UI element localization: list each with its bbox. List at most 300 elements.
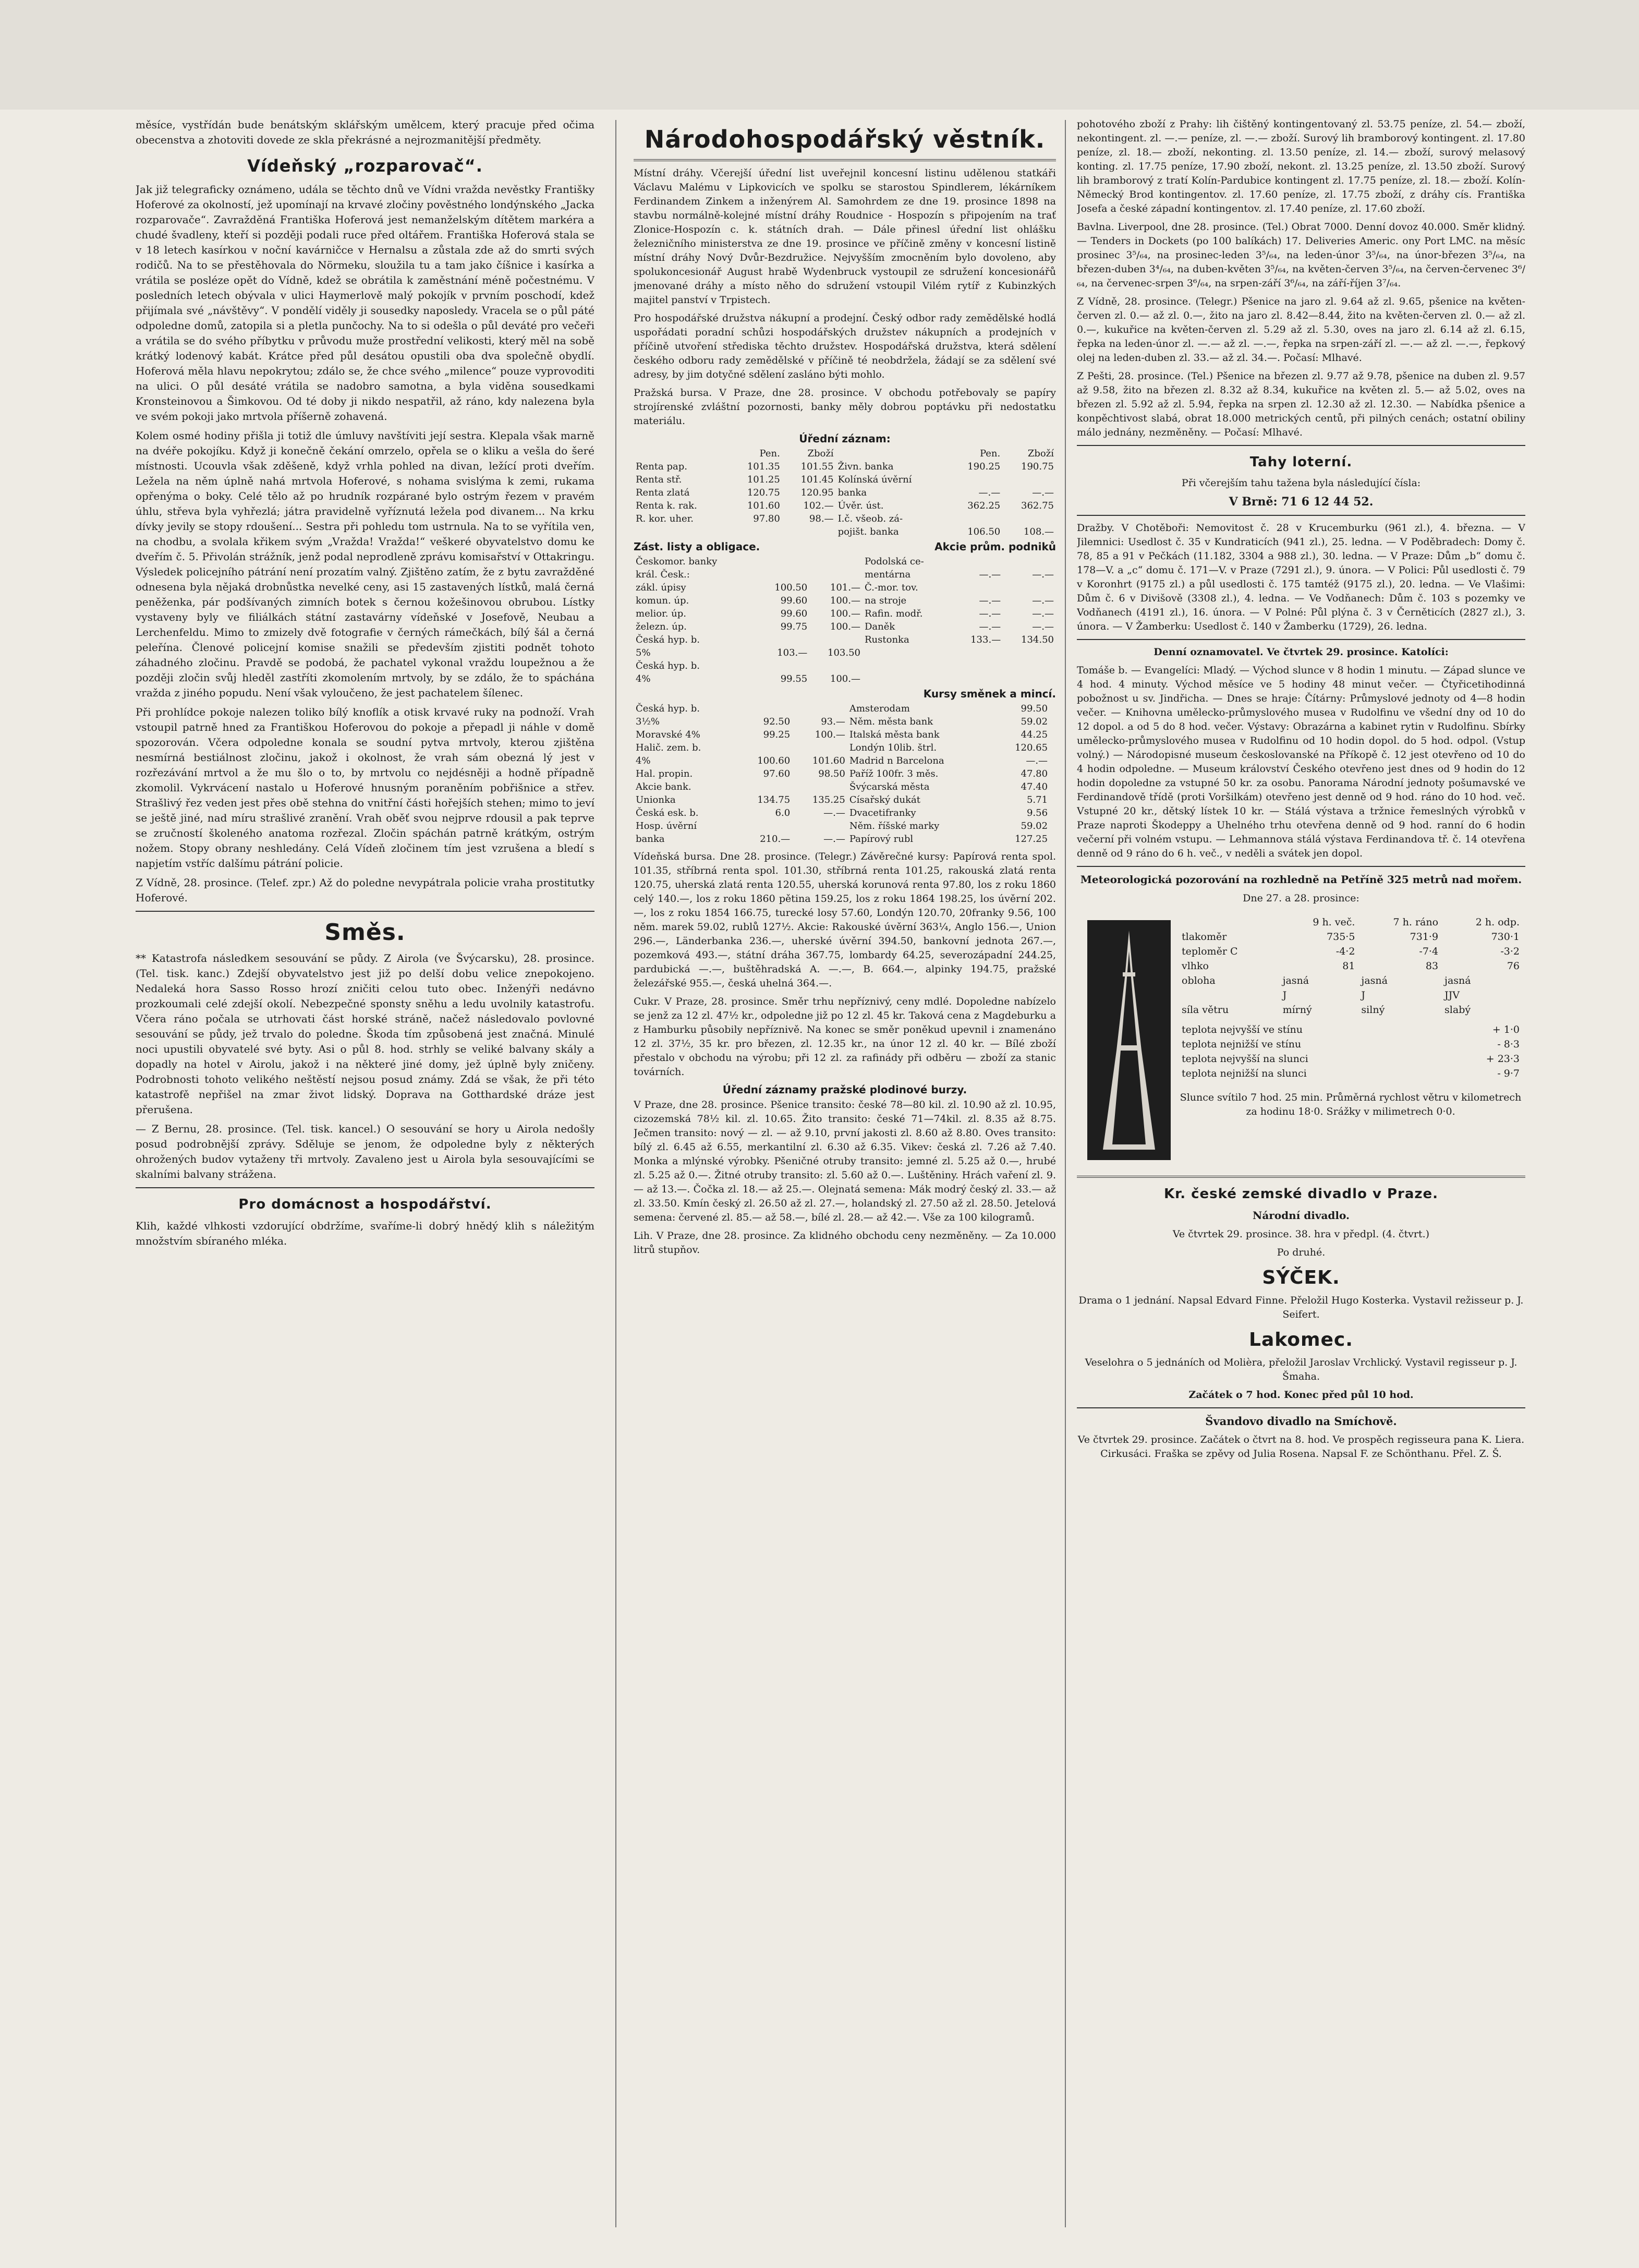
table-cell: 98.— (809, 513, 834, 524)
article-paragraph: Bavlna. Liverpool, dne 28. prosince. (Tel.) Obrat 7000. Denní dovoz 40.000. Směr klidný. — Tenders in Dockets (po 100 balíkách) 17. Deliveries Americ. ony Port LMC. na měsíc prosinec 3⁵/₆₄, na prosinec-leden 3⁵/₆₄, na leden-únor 3⁵/₆₄, na únor-březen 3⁵/₆₄, na březen-duben 3⁴/₆₄, na duben-květen 3⁵/₆₄, na květen-červen 3⁵/₆₄, na červen-červenec 3⁶/₆₄, na červenec-srpen 3⁶/₆₄, na srpen-září 3⁶/₆₄, na září-říjen 3⁷/₆₄. (1077, 221, 1525, 289)
table-cell: 101.60 (747, 500, 780, 511)
table-row (634, 659, 1056, 672)
play-description: Veselohra o 5 jednáních od Molièra, přeložil Jaroslav Vrchlický. Vystavil regisseur p. J. Šmaha. (1085, 1357, 1517, 1382)
table-cell: teploměr C (1182, 946, 1238, 957)
table-cell (1050, 780, 1056, 793)
table-cell (792, 819, 847, 833)
column-rule (615, 120, 616, 2227)
table-cell: J (1361, 990, 1366, 1001)
article-paragraph: ** Katastrofa následkem sesouvání se půdy. Z Airola (ve Švýcarsku), 28. prosince. (Tel. tisk. kanc.) Zdejší obyvatelstvo jest již po delší dobu velice znepokojeno. Nedaleká hora Sasso Rosso hrozí zničiti celou tuto obec. Inženýři nedávno prozkoumali celé zdejší okolí. Nebezpečné sponsty sněhu a ledu uvolnily katastrofu. Včera ráno počala se utrhovati část horské stráně, načež následovalo povlovné sesouvání se půdy, jež trvalo do poledne. Škoda tím způsobená jest značná. Minulé noci upustili obyvatelé své byty. Asi o půl 8. hod. strhly se veliké balvany skály a dopadly na hotel v Airolu, jakož i na některé jiné domy, jež úplně byly zničeny. Podrobnosti tohoto velikého neštěstí nejsou posud známy. Zdá se však, že při této katastrofě nepřišel na zmar život lidský. Doprava na Gotthardské dráze jest přerušena. (136, 952, 594, 1116)
column-middle (634, 117, 1056, 2235)
table-cell: Renta pap. (636, 461, 687, 472)
table-cell: + 1·0 (1492, 1024, 1520, 1035)
table-cell: Podolská ce- (864, 556, 924, 567)
table-cell (953, 659, 1003, 672)
table-subtitle: Zást. listy a obligace. (634, 540, 760, 553)
article-paragraph: Při prohlídce pokoje nalezen toliko bílý knoflík a otisk krvavé ruky na podnoží. Vrah vstoupil patrně hned za Františkou Hoferovou do pokoje a přepadl ji náhle v domě spozorován. Včera odpoledne konala se soudní pytva mrtvoly, kterou zjištěna nesmírná bestiálnost zločinu, jakož i okolnost, že vrah sám obezná lý jest v rozřezávání mrtvol a že mu šlo o to, by mrtvolu co nejdésněji a hodně případně zkomolil. Vykrvácení nastalo u Hoferové hnusným poraněním pobřišnice a střev. Strašlivý řez veden jest přes obě stehna do vnitřní části hořejších stehen; mimo to jeví se ještě jiné, nad míru strašlivé zranění. Vrah oběť svou nejprve rdousil a pak teprve se zručností školeného anatoma rozřezal. Zločin spáchán patrně krátkým, ostrým nožem. Stopy obrany neshledány. Celá Vídeň zločinem tím jest vzrušena a bledí s napjetím vstříc dalšímu pátrání policie. (136, 706, 594, 870)
table-cell: - 9·7 (1497, 1068, 1520, 1079)
table-row (634, 806, 1056, 819)
table-row (634, 741, 1056, 754)
table-cell (1050, 741, 1056, 754)
table-cell: 99.50 (1021, 703, 1048, 714)
table-cell: 97.80 (753, 513, 780, 524)
table-row (634, 646, 1056, 659)
table-row (634, 499, 1056, 512)
table-cell: Dvacetifranky (849, 807, 916, 818)
table-cell (949, 473, 1002, 486)
table-cell: JJV (1444, 990, 1460, 1001)
table-cell (1003, 672, 1056, 685)
table-cell (1003, 659, 1056, 672)
article-paragraph: Místní dráhy. Včerejší úřední list uveřejnil koncesní listinu udělenou statkáři Václavu Malému v Lipkovicích ve spolku se starostou Spindlerem, lékárníkem Ferdinandem Zinkem a inženýrem Al. Samohrdem ze dne 19. prosince 1898 na stavbu normálně-kolejné místní dráhy Roudnice - Hospozín s připojením na trať Zlonice-Hospozín c. k. státních drah. — Dále přinesl úřední list ohlášku železničního ministerstva ze dne 19. prosince ve příčině změny v koncesní listině místní dráhy Nový Dvůr-Bezdružice. Nejvyšším zmocněním bylo dovoleno, aby spolukoncesionář August hrabě Wydenbruck vystoupil ze sdružení koncesionářů jmenované dráhy a místo něho do sdružení vstoupil Vilém rytíř z Kubinzkých majitel panství v Trpistech. (634, 167, 1056, 306)
table-cell (1050, 819, 1056, 833)
table-cell: 100.60 (757, 755, 791, 766)
meteo-block (1077, 910, 1525, 1171)
table-cell (953, 646, 1003, 659)
table-cell: Česká hyp. b. (636, 703, 700, 714)
article-paragraph: Pro hospodářské družstva nákupní a prodejní. Český odbor rady zemědělské hodlá uspořádati poradní schůzi hospodářských družstev nákupních a prodejních v příčině utvoření střediska těchto družstev. Hospodářská družstva, která sdělení českého odboru rady zemědělské v příčině té neobdržela, žádají se za sdělení své adresy, by jim dotyčné sdělení zasláno býti mohlo. (634, 312, 1056, 380)
table-header-cell (1179, 915, 1280, 930)
daily-title: Denní oznamovatel. Ve čtvrtek 29. prosince. Katolíci: (1154, 646, 1449, 658)
table-cell: teplota nejnižší na slunci (1182, 1068, 1307, 1079)
table-cell: - 8·3 (1497, 1039, 1520, 1050)
table-cell: 100.— (815, 729, 845, 740)
article-paragraph: V Praze, dne 28. prosince. Pšenice transito: české 78—80 kil. zl. 10.90 až zl. 10.95, cizozemská 78½ kil. zl. 10.65. Žito transito: české 71—74kil. zl. 8.35 až 8.75. Ječmen transito: nový — zl. — až 9.10, první jakosti zl. 8.60 až 8.80. Oves transito: bílý zl. 6.45 až 6.55, merkantilní zl. 6.30 až 6.35. Vikev: česká zl. 7.26 až 7.40. Monka a mlýnské výrobky. Pšeničné otruby transito: jemné zl. 5.25 až 0.—, hrubé zl. 5.25 až 0.—. Žitné otruby transito: zl. 5.60 až 0.—. Luštěniny. Hrách vaření zl. 9.— až 13.—. Čočka zl. 18.— až 25.—. Olejnatá semena: Mák modrý český zl. 33.— až zl. 33.50. Kmín český zl. 26.50 až zl. 27.—, holandský zl. 27.50 až zl. 28.50. Jetelová semena: červené zl. 85.— až 58.—, bílé zl. 28.— až 42.—. Vše za 100 kilogramů. (634, 1099, 1056, 1223)
meteo-table (1179, 915, 1523, 1129)
table-subtitle: Kursy směnek a mincí. (923, 687, 1056, 700)
table-cell: mentárna (864, 569, 911, 580)
table-cell: Živn. banka (837, 461, 894, 472)
subheadings-row (634, 538, 1056, 555)
table-cell: —.— (1032, 569, 1054, 580)
exchange-table (634, 702, 1056, 846)
play-description: Drama o 1 jednání. Napsal Edvard Finne. Přeložil Hugo Kosterka. Vystavil režisseur p. J. Seifert. (1078, 1295, 1524, 1320)
table-cell: 4% (636, 673, 651, 684)
table-cell (1050, 767, 1056, 780)
table-cell (737, 819, 793, 833)
theatre-title: Kr. české zemské divadlo v Praze. (1163, 1186, 1439, 1202)
table-cell (737, 702, 793, 715)
article-paragraph: pohotového zboží z Prahy: lih čištěný kontingentovaný zl. 53.75 peníze, zl. 54.— zboží, nekontingent. zl. —.— peníze, zl. —.— zboží. Surový lih bramborový kontingent. zl. 17.80 peníze, zl. 18.— zboží, nekonting. zl. 13.50 peníze, zl. 14.— zboží, surový melasový konting. zl. 17.75 peníze, 17.90 zboží, nekont. zl. 13.25 peníze, zl. 13.50 zboží. Surový lih bramborový z tratí Kolín-Pardubice kontingent zl. 17.75 peníze, zl. 18.— zboží. Kolín-Německý Brod kontingentov. zl. 17.60 peníze, zl. 17.75 zboží, z dráhy cís. Františka Josefa a české západní kontingentov. zl. 17.40 peníze, zl. 17.60 zboží. (1077, 118, 1525, 214)
table-cell: 97.60 (763, 768, 791, 779)
table-cell: banka (636, 834, 665, 845)
table-cell: I.č. všeob. zá- (837, 513, 903, 524)
table-cell: 47.40 (1021, 781, 1048, 792)
table-cell (1050, 793, 1056, 806)
table-header-cell: 9 h. več. (1313, 916, 1355, 928)
table-cell (757, 633, 810, 646)
table-cell: Halič. zem. b. (636, 742, 701, 753)
table-cell: 101.25 (747, 474, 780, 485)
table-cell: 100.50 (774, 582, 808, 593)
table-header-cell (634, 447, 729, 460)
table-cell (1050, 806, 1056, 819)
table-cell: 101.55 (800, 461, 834, 472)
table-cell (1179, 988, 1280, 1003)
meteo-row (1179, 1037, 1523, 1052)
table-cell (1050, 754, 1056, 767)
table-cell: 99.60 (780, 608, 808, 619)
separator (1077, 445, 1525, 446)
table-cell: 3½% (636, 716, 660, 727)
table-cell (757, 568, 810, 581)
meteo-row (1179, 1066, 1523, 1081)
article-paragraph: Jak již telegraficky oznámeno, udála se těchto dnů ve Vídni vražda nevěstky Františky Hoferové za okolností, jež upomínají na krvavé zločiny pověstného londýnského „Jacka rozparovače“. Zavražděná Františka Hoferová jest nemanželským dítětem markéra a chudé švadleny, kteří si později podali ruce před oltářem. Františka Hoferová stala se v 18 letech kasírkou v noční kavárničce v Hernalsu a zůstala zde až do smrti svých rodičů. Na to se přestěhovala do Nörmeku, sloužila tu a tam jako číšnice i kasírka a vrátila se posléze opět do Vídně, kdež se obrátila k zaměstnání méně počestnému. V posledních letech obývala v ulici Haymerlově malý pokojík v prvním poschodí, kdež přijímala své „návštěvy“. V pondělí viděly ji sousedky naposledy. Vracela se o půl páté odpoledne domů, zatopila si a pletla punčochy. Na to si odešla o půl deváté pro večeři a vrátila se do svého příbytku v průvodu muže prostřední velikosti, který měl na sobě krátký lodenový kabát. Krátce před půl desátou opustili oba dva společně obydlí. Hoferová měla hlavu nepokrytou; zdálo se, že chce svého „milence“ pouze vyprovoditi na ulici. O půl desáté vrátila se nadobro samotna, a byla viděna sousedkami Kronsteinovou a Šimkovou. Od té doby ji nikdo nespatřil, až ráno, kdy nalezena byla ve svém pokoji jako mrtvola příšerně zohavená. (136, 183, 594, 423)
separator (1077, 639, 1525, 640)
table-cell: Daněk (864, 621, 895, 632)
table-cell: 59.02 (1021, 716, 1048, 727)
table-cell: teplota nejvyšší ve stínu (1182, 1024, 1303, 1035)
separator (136, 911, 594, 912)
table-cell (863, 646, 954, 659)
table-cell: 190.75 (1021, 461, 1054, 472)
table-cell: 120.75 (747, 487, 780, 498)
table-cell (1002, 473, 1056, 486)
table-header-cell: 2 h. odp. (1475, 916, 1520, 928)
article-paragraph: Dražby. V Chotěboři: Nemovitost č. 28 v Krucemburku (961 zl.), 4. března. — V Jilemnici: Usedlost č. 35 v Kundraticích (941 zl.), 25. ledna. — V Poděbradech: Domy č. 78, 85 a 91 v Pečkách (11.182, 3304 a 988 zl.), 30. ledna. — V Praze: Dům „b“ domu č. 178—V. a „c“ domu č. 171—V. v Praze (7291 zl.), 9. února. — V Polici: Půl usedlosti č. 79 v Koronhrt (9175 zl.) a půl usedlosti č. 175 tamtéž (9175 zl.), 20. ledna. — Ve Vlašimi: Dům č. 6 v Divišově (3308 zl.), 4. ledna. — Ve Vodňanech: Dům č. 103 s pozemky ve Vodňanech (4191 zl.), 16. února. — V Polné: Půl plýna č. 3 v Černěticích (2827 zl.), 3. února. — V Žamberku: Usedlost č. 140 v Žamberku (1729), 26. ledna. (1077, 522, 1525, 632)
table-header-cell: Zboží (807, 448, 834, 459)
play-title: Lakomec. (1249, 1329, 1353, 1350)
table-cell: 101.45 (800, 474, 834, 485)
table-cell: Renta stř. (636, 474, 682, 485)
table-cell: Č.-mor. tov. (864, 582, 918, 593)
table-row (634, 460, 1056, 473)
separator (1077, 1407, 1525, 1408)
table-cell (1050, 715, 1056, 728)
table-cell (792, 741, 847, 754)
table-cell: 100.— (830, 673, 860, 684)
table-cell: jasná (1282, 975, 1309, 986)
table-cell (953, 555, 1003, 568)
table-cell (634, 525, 729, 538)
separator (1077, 1176, 1525, 1178)
table-cell: Něm. města bank (849, 716, 933, 727)
table-cell: komun. úp. (636, 595, 689, 606)
table-row (634, 473, 1056, 486)
smes-title: Směs. (324, 919, 406, 946)
table-cell: Rustonka (864, 634, 909, 645)
table-cell (809, 633, 863, 646)
article-paragraph: — Z Bernu, 28. prosince. (Tel. tisk. kancel.) O sesouvání se hory u Airola nedošly posud podrobnější zprávy. Sděluje se jenom, že odpoledne byly z některých ohrožených budov vytaženy tři mrtvoly. Zavaleno jest u Airola byla sesouvajícími se skalními balvany strážena. (136, 1123, 594, 1180)
table-cell: Madrid n Barcelona (849, 755, 944, 766)
table-cell: 362.25 (967, 500, 1001, 511)
bonds-table (634, 555, 1056, 685)
table-header-cell: Pen. (979, 448, 1001, 459)
table-cell (757, 659, 810, 672)
table-cell: Česká hyp. b. (636, 660, 700, 671)
table-row (634, 715, 1056, 728)
table-cell: Hosp. úvěrní (636, 821, 697, 831)
table-row (634, 702, 1056, 715)
theatre-first: Po druhé. (1277, 1247, 1326, 1258)
table-cell: na stroje (864, 595, 907, 606)
table-cell: 120.95 (800, 487, 834, 498)
table-cell (949, 512, 1002, 525)
table-cell: jasná (1361, 975, 1388, 986)
table-row (634, 819, 1056, 833)
table-cell: Rafin. modř. (864, 608, 923, 619)
table-cell: 135.25 (812, 794, 845, 805)
article-paragraph: Cukr. V Praze, 28. prosince. Směr trhu nepříznivý, ceny mdlé. Dopoledne nabízelo se jenž za 12 zl. 47½ kr., odpoledne již po 12 zl. 45 kr. Taková cena z Magdeburku a z Hamburku působily nepříznivě. Na konec se směr poněkud upevnil i znamenáno 12 zl. 37½, 35 kr. pro březen, zl. 12.35 kr., na únor 12 zl. 40 kr. — Bílé zboží přestalo v obchodu na výrobu; při 12 zl. za rafinády při odběru — zboží za stanic továrních. (634, 996, 1056, 1078)
table-cell (863, 659, 954, 672)
table-cell: 100.— (830, 595, 860, 606)
table-cell: —.— (1026, 755, 1048, 766)
column-left (136, 117, 594, 2235)
table-cell: 103.— (777, 647, 808, 658)
table-cell: 98.50 (818, 768, 845, 779)
table-cell: 133.— (970, 634, 1001, 645)
grain-title: Úřední záznamy pražské plodinové burzy. (722, 1083, 967, 1096)
table-cell (1050, 702, 1056, 715)
article-paragraph: Kolem osmé hodiny přišla ji totiž dle úmluvy navštíviti její sestra. Klepala však marně na dvéře pokojíku. Když ji konečně čekání omrzelo, opřela se o kliku a vešla do šeré místnosti. Ucouvla však zděšeně, když vrhla pohled na divan, ležící proti dveřím. Ležela na něm úplně nahá mrtvola Hoferové, s nohama svislýma k zemi, rukama opřenýma o boky. Celé tělo až po hrudník rozpárané bylo ostrým řezem v pravém úhlu, střeva byla vyhřezlá; játra pravidelně vyříznutá ležela pod divanem... Na krku dívky jevily se stopy rdoušení... Sestra při pohledu tom ustrnula. Na to se vyřítila ven, na chodbu, a svolala křikem svým „Vražda! Vražda!“ veškeré obyvatelstvo domu ke dveřím č. 5. Přivolán strážník, jenž podal neprodleně zprávu komisařství v Ottakringu. Výsledek policejního pátrání není prozatím valný. Zjištěno zatím, že z bytu zavražděné odnesena byla nějaká drobnůstka nevelké ceny, asi 15 zastavených lístků, malá černá peněženka, pár podšívaných zimních botek s černou kožešinovou obrubou. Lístky vystaveny byly ve filiálkách státní zastavárny vídeňské v Josefově, Neubau a Lerchenfeldu. Mimo to zmizely dvě fotografie v černých rámečkách, bílý šál a černá peleřína. Členové policejní komise snažili se především zjistiti podnět tohoto záhadného zločinu. Pravdě se podobá, že pachatel vykonal vraždu loupežnou a že později zločin svůj hleděl zastříti zkomolením mrtvoly, by se zdálo, že to spáchána vražda z jiného popudu. Není však vyloučeno, že jest pachatelem šílenec. (136, 429, 594, 699)
table-header-cell: Zboží (1027, 448, 1054, 459)
theatre-date: Ve čtvrtek 29. prosince. 38. hra v předpl. (4. čtvrt.) (1172, 1228, 1430, 1240)
table-cell (1003, 581, 1056, 594)
table-cell: 5.71 (1026, 794, 1048, 805)
table-cell: + 23·3 (1486, 1053, 1520, 1065)
table-cell: teplota nejnižší ve stínu (1182, 1039, 1302, 1050)
table-header-cell: Pen. (759, 448, 780, 459)
table-cell: 731·9 (1410, 931, 1439, 943)
table-cell: 210.— (760, 834, 791, 845)
table-cell: 44.25 (1021, 729, 1048, 740)
table-cell: král. Česk.: (636, 569, 690, 580)
table-header-cell (836, 447, 949, 460)
table-cell: Česká hyp. b. (636, 634, 700, 645)
meteo-row (1179, 959, 1523, 973)
table-cell: 730·1 (1491, 931, 1520, 943)
article-paragraph: Tomáše b. — Evangelíci: Mladý. — Východ slunce v 8 hodin 1 minutu. — Západ slunce ve 4 hod. 4 minuty. Východ měsíce ve 5 hodiny 48 minut večer. — Čtyřicetihodinná pobožnost u sv. Jindřicha. — Dnes se hraje: Čítárny: Průmyslové jednoty od 4—8 hodin večer. — Knihovna umělecko-průmyslového musea v Rudolfinu ve všední dny od 10 do 12 dopol. a od 5 do 8 hod. večer. Výstavy: Obrazárna a kabinet rytin v Rudolfinu. Sbírky umělecko-průmyslového musea v Rudolfinu od 10 hodin dopol. do 5 hod. odpol. (Vstup volný.) — Národopisné museum českoslovanské na Příkopě č. 12 jest otevřeno od 10 do 4 hodin odpoledne. — Museum království Českého otevřeno jest dnes od 9 hodin do 12 hodin dopoledne za vstupné 50 kr. za osobu. Panorama Národní jednoty pošumavské ve Ferdinandově třídě (proti Voršilkám) otevřeno jest denně od 9 hod. ráno do 10 hod. več. Vstupné 20 kr., dětský lístek 10 kr. — Stálá výstava a tržnice řemeslných výrobků v Praze naproti Škodeppy a Uhelného trhu otevřena denně od 9 hod. ranní do 6 hodin večerní při volném vstupu. — Lehmannova stálá výstava Ferdinandova tř. č. 14 otevřena denně od 9 ráno do 6 h. več., v neděli a svátek jen dopol. (1077, 665, 1525, 859)
table-row (634, 581, 1056, 594)
table-cell: 101.— (830, 582, 860, 593)
bourse-table (634, 447, 1056, 538)
table-cell (809, 568, 863, 581)
table-cell: 103.50 (828, 647, 860, 658)
article-paragraph: Lih. V Praze, dne 28. prosince. Za klidného obchodu ceny nezměněny. — Za 10.000 litrů stupňov. (634, 1230, 1056, 1256)
table-cell: 93.— (821, 716, 845, 727)
meteo-row (1179, 1022, 1523, 1037)
table-cell: —.— (823, 834, 845, 845)
table-cell: 76 (1507, 960, 1520, 972)
table-cell: obloha (1182, 975, 1216, 986)
table-cell: —.— (823, 807, 845, 818)
table-cell: Císařský dukát (849, 794, 920, 805)
table-cell: 362.75 (1021, 500, 1054, 511)
table-cell: teplota nejvyšší na slunci (1182, 1053, 1308, 1065)
smichov-text: Ve čtvrtek 29. prosince. Začátek o čtvrt na 8. hod. Ve prospěch regisseura pana K. Liera. Cirkusáci. Fraška se zpěvy od Julia Rosena. Napsal F. ze Schönthanu. Přel. Z. Š. (1077, 1434, 1525, 1459)
table-cell: Unionka (636, 794, 676, 805)
table-cell (757, 555, 810, 568)
table-cell: 83 (1425, 960, 1439, 972)
table-cell (792, 702, 847, 715)
table-row (634, 486, 1056, 499)
article-paragraph: Z Vídně, 28. prosince. (Telef. zpr.) Až do poledne nevypátrala policie vraha prostitutky Hoferové. (136, 876, 594, 904)
table-cell: -3·2 (1500, 946, 1520, 957)
table-cell: silný (1361, 1004, 1385, 1016)
table-cell: 99.25 (763, 729, 791, 740)
meteo-row (1179, 944, 1523, 959)
table-row (634, 555, 1056, 568)
table-title: Úřední záznam: (799, 432, 891, 445)
intro-paragraph: měsíce, vystřídán bude benátským sklářským umělcem, který pracuje před očima obecenstva a zhotoviti dovede ze skla překrásné a nejrozmanitější předměty. (136, 118, 594, 146)
table-row (634, 512, 1056, 525)
table-cell (953, 581, 1003, 594)
table-row (634, 793, 1056, 806)
table-cell: Kolínská úvěrní (837, 474, 912, 485)
column-rule (1065, 120, 1066, 2227)
table-cell: J (1282, 990, 1287, 1001)
table-cell (729, 525, 782, 538)
meteo-note: Slunce svítilo 7 hod. 25 min. Průměrná rychlost větru v kilometrech za hodinu 18·0. Srážky v milimetrech 0·0. (1180, 1092, 1522, 1117)
table-cell: 127.25 (1015, 834, 1048, 845)
table-cell: 81 (1342, 960, 1355, 972)
table-cell: 101.60 (812, 755, 845, 766)
table-cell: slabý (1444, 1004, 1471, 1016)
table-cell (953, 672, 1003, 685)
column-right (1077, 117, 1525, 2235)
lottery-title: Tahy loterní. (1249, 454, 1353, 470)
separator (1077, 866, 1525, 867)
table-cell: zákl. úpisy (636, 582, 686, 593)
article-paragraph: Z Vídně, 28. prosince. (Telegr.) Pšenice na jaro zl. 9.64 až zl. 9.65, pšenice na květen-červen zl. 0.— až zl. 0.—, žito na jaro zl. 8.42—8.44, žito na květen-červen zl. 0.— až zl. 0.—, kukuřice na květen-červen zl. 5.29 až zl. 5.30, oves na jaro zl. 6.14 až zl. 6.15, řepka na leden-únor zl. —.— až zl. —.—, řepka na srpen-září zl. —.— až zl. —.—, řepkový olej na leden-duben zl. 33.— až zl. 34.—. Počasí: Mlhavé. (1077, 296, 1525, 364)
table-cell (1002, 512, 1056, 525)
table-cell: 134.75 (757, 794, 791, 805)
play-title: SÝČEK. (1262, 1267, 1340, 1288)
table-cell: melior. úp. (636, 608, 686, 619)
table-cell: —.— (1032, 595, 1054, 606)
table-cell: vlhko (1182, 960, 1209, 972)
table-cell: 101.35 (747, 461, 780, 472)
table-cell (809, 659, 863, 672)
meteo-row (1179, 973, 1523, 988)
table-row (634, 607, 1056, 620)
table-cell: —.— (979, 595, 1001, 606)
table-cell: 9.56 (1026, 807, 1048, 818)
separator (634, 159, 1056, 161)
table-cell: —.— (979, 621, 1001, 632)
separator (1077, 515, 1525, 516)
table-header-row (634, 447, 1056, 460)
table-cell: Renta zlatá (636, 487, 690, 498)
table-cell: Česká esk. b. (636, 807, 699, 818)
separator (136, 1187, 594, 1188)
home-title: Pro domácnost a hospodářství. (238, 1197, 492, 1212)
lottery-text: Při včerejším tahu tažena byla následující čísla: (1181, 477, 1421, 489)
table-cell: Moravské 4% (636, 729, 700, 740)
article-paragraph: Vídeňská bursa. Dne 28. prosince. (Telegr.) Závěrečné kursy: Papírová renta spol. 101.35, stříbrná renta spol. 101.30, stříbrná renta 101.25, rakouská zlatá renta 120.75, uherská zlatá renta 120.55, uherská korunová renta 97.80, los z roku 1860 celý 140.—, los z roku 1860 pětina 159.25, los z roku 1864 198.25, los úvěrní 202.—, los z roku 1854 166.75, turecké losy 57.60, Londýn 120.70, 20franky 9.56, 100 něm. marek 59.02, rublů 127½. Akcie: Rakouské úvěrní 363¼, Anglo 156.—, Union 296.—, Länderbanka 236.—, uherské úvěrní 394.50, bankovní jednota 267.—, pozemková 493.—, státní dráha 367.75, lombardy 64.25, severozápadní 244.25, pardubická —.—, buštěhradská A. —.—, B. 664.—, alpinky 194.75, pražské železářské 955.—, česká uhelná 364.—. (634, 851, 1056, 989)
table-cell: Italská města bank (849, 729, 940, 740)
table-header-cell: 7 h. ráno (1393, 916, 1439, 928)
table-row (634, 594, 1056, 607)
table-row (634, 525, 1056, 538)
theatre-subtitle: Národní divadlo. (1253, 1209, 1350, 1222)
table-cell: síla větru (1182, 1004, 1229, 1016)
table-row (634, 633, 1056, 646)
table-cell: 92.50 (763, 716, 791, 727)
table-cell: Papírový rubl (849, 834, 914, 845)
table-cell (782, 525, 836, 538)
table-cell: banka (837, 487, 867, 498)
table-cell: —.— (979, 608, 1001, 619)
table-cell: 120.65 (1015, 742, 1048, 753)
table-cell: 190.25 (967, 461, 1001, 472)
tower-icon (1087, 920, 1171, 1160)
table-cell (737, 741, 793, 754)
table-cell: Úvěr. úst. (837, 500, 884, 511)
meteo-row (1179, 1052, 1523, 1066)
table-cell (737, 780, 793, 793)
table-cell: 4% (636, 755, 651, 766)
table-header-row (1179, 915, 1523, 930)
table-cell (792, 780, 847, 793)
play-time: Začátek o 7 hod. Konec před půl 10 hod. (1188, 1389, 1414, 1401)
meteo-row (1179, 988, 1523, 1003)
table-cell: pojišt. banka (837, 526, 899, 537)
table-cell: Paříž 100fr. 3 měs. (849, 768, 939, 779)
table-cell: Hal. propin. (636, 768, 693, 779)
table-row (634, 672, 1056, 685)
table-row (634, 833, 1056, 846)
meteo-row (1179, 930, 1523, 944)
table-cell: 99.75 (780, 621, 808, 632)
article-paragraph: Z Pešti, 28. prosince. (Tel.) Pšenice na březen zl. 9.77 až 9.78, pšenice na duben zl. 9.57 až 9.58, žito na březen zl. 8.32 až 8.34, kukuřice na květen zl. 5.— až 5.02, oves na březen zl. 5.92 až zl. 5.94, řepka na srpen zl. 12.30 až zl. 12.30. — Nabídka pšenice a konpěchtivost slabá, obrat 18.000 metrických centů, při pilných cenách; ostatní obiliny málo jednány, nezměněny. — Počasí: Mlhavé. (1077, 370, 1525, 438)
table-row (634, 620, 1056, 633)
table-cell: —.— (979, 569, 1001, 580)
article-paragraph: Pražská bursa. V Praze, dne 28. prosince. V obchodu potřebovaly se papíry strojírenské zvláštní pozornosti, banky měly dobrou poptávku při nedostatku materiálu. (634, 387, 1056, 427)
petrin-tower-image (1087, 920, 1171, 1160)
table-cell: Švýcarská města (849, 781, 930, 792)
table-cell: —.— (978, 487, 1001, 498)
table-cell: 735·5 (1327, 931, 1355, 943)
table-cell: 134.50 (1021, 634, 1054, 645)
table-cell: -7·4 (1419, 946, 1439, 957)
meteo-dates: Dne 27. a 28. prosince: (1243, 892, 1359, 904)
table-cell: Akcie bank. (636, 781, 691, 792)
table-row (634, 728, 1056, 741)
table-cell: 102.— (803, 500, 834, 511)
table-cell: 108.— (1023, 526, 1054, 537)
table-subtitle: Akcie prům. podniků (934, 540, 1056, 553)
meteo-title: Meteorologická pozorování na rozhledně na Petříně 325 metrů nad mořem. (1080, 873, 1522, 886)
table-cell: —.— (1032, 608, 1054, 619)
table-cell: 99.55 (780, 673, 808, 684)
table-cell: 59.02 (1021, 821, 1048, 831)
table-row (634, 754, 1056, 767)
table-cell (1050, 833, 1056, 846)
table-cell: —.— (1032, 621, 1054, 632)
table-cell: -4·2 (1336, 946, 1355, 957)
table-cell: Londýn 10lib. štrl. (849, 742, 937, 753)
table-cell: železn. úp. (636, 621, 687, 632)
table-cell: 106.50 (967, 526, 1001, 537)
table-cell: 99.60 (780, 595, 808, 606)
table-cell (1003, 555, 1056, 568)
table-cell: Něm. říšské marky (849, 821, 940, 831)
table-cell: jasná (1444, 975, 1471, 986)
table-cell: R. kor. uher. (636, 513, 694, 524)
smichov-title: Švandovo divadlo na Smíchově. (1205, 1415, 1397, 1428)
table-cell: 6.0 (775, 807, 791, 818)
table-cell (809, 555, 863, 568)
table-cell: Renta k. rak. (636, 500, 697, 511)
table-cell: 47.80 (1021, 768, 1048, 779)
table-row (634, 767, 1056, 780)
vienna-ripper-title: Vídeňský „rozparovač“. (247, 156, 483, 176)
table-cell (1003, 646, 1056, 659)
table-row (634, 568, 1056, 581)
article-paragraph: Klih, každé vlhkosti vzdorující obdržíme, svaříme-li dobrý hnědý klih s náležitým množstvím sbíraného mléka. (136, 1220, 594, 1247)
table-cell: Českomor. banky (636, 556, 718, 567)
